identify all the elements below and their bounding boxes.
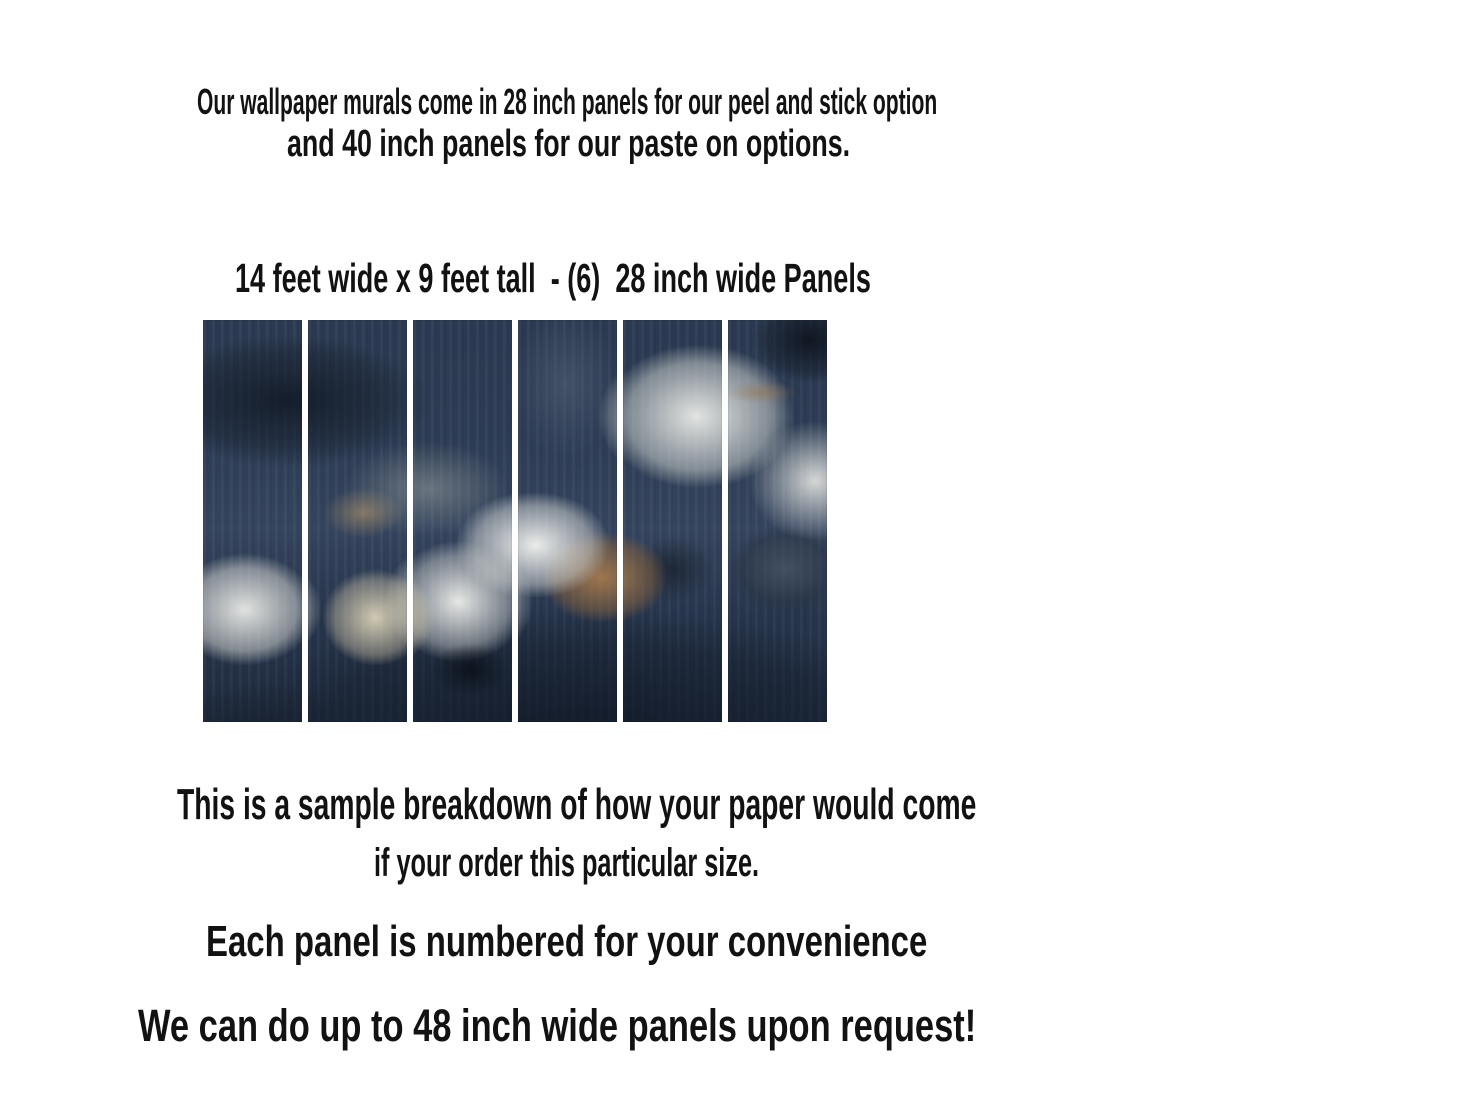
size-heading-text: 14 feet wide x 9 feet tall - (6) 28 inch wide Panels bbox=[234, 255, 871, 301]
intro-line-2-text: and 40 inch panels for our paste on options. bbox=[287, 123, 851, 165]
mural-panel-2 bbox=[308, 320, 407, 722]
intro-line-1-text: Our wallpaper murals come in 28 inch panels for our peel and stick option bbox=[197, 81, 938, 122]
intro-line-2 bbox=[245, 87, 1085, 201]
mural-panel-1 bbox=[203, 320, 302, 722]
sample-note-line-2-text: if your order this particular size. bbox=[374, 841, 760, 885]
mural-panel-4 bbox=[518, 320, 617, 722]
request-note-text: We can do up to 48 inch wide panels upon request! bbox=[138, 1000, 977, 1051]
request-note bbox=[88, 958, 1232, 1093]
mural-panel-6 bbox=[728, 320, 827, 722]
mural-panel-5 bbox=[623, 320, 722, 722]
mural-panel-3 bbox=[413, 320, 512, 722]
sample-note-line-1-text: This is a sample breakdown of how your paper would come bbox=[176, 780, 977, 829]
numbered-note-text: Each panel is numbered for your convenience bbox=[205, 917, 928, 966]
mural-panels-image bbox=[203, 320, 827, 722]
